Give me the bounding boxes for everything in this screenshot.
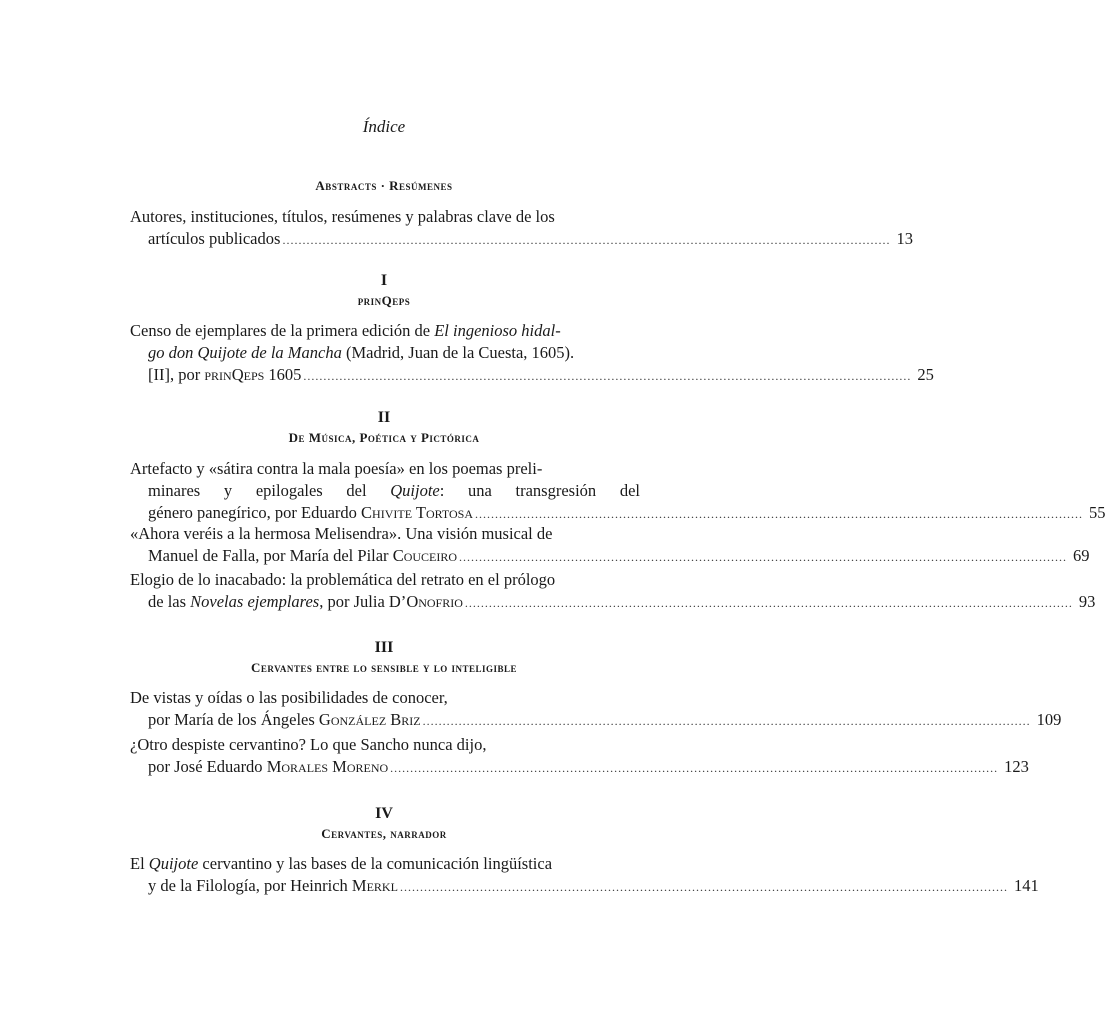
page-number: 69 — [1073, 546, 1090, 565]
section-number: II — [377, 409, 391, 426]
toc-entry-merkl[interactable] — [130, 853, 1039, 897]
toc-entry-artefacto[interactable] — [130, 458, 1106, 524]
dot-leader: ........................................................................................................................................................ — [303, 369, 912, 383]
entry-line-last — [130, 875, 1039, 897]
dot-leader: ........................................................................................................................................................ — [459, 550, 1068, 564]
entry-line-last — [130, 756, 1029, 778]
section-heading-1 — [0, 271, 768, 311]
entry-line: «Ahora veréis a la hermosa Melisendra». Una visión musical de — [130, 524, 553, 543]
toc-entry-abstracts[interactable] — [130, 206, 913, 250]
entry-line: go don Quijote de la Mancha (Madrid, Juan de la Cuesta, 1605). — [148, 343, 575, 362]
entry-text: [II], por prinQeps 1605 — [148, 365, 302, 384]
entry-line-last — [130, 709, 1062, 731]
entry-line: Censo de ejemplares de la primera edición de El ingenioso hidal- — [130, 321, 561, 340]
section-number: IV — [375, 805, 393, 822]
entry-line: Elogio de lo inacabado: la problemática del retrato en el prólogo — [130, 570, 556, 589]
section-heading-3 — [0, 638, 768, 678]
entry-text: Manuel de Falla, por María del Pilar Couceiro — [148, 546, 458, 565]
entry-line: Autores, instituciones, títulos, resúmenes y palabras clave de los — [130, 207, 555, 226]
entry-line-last — [130, 364, 934, 386]
page-number: 55 — [1089, 503, 1106, 522]
entry-line: minares y epilogales del Quijote: una transgresión del — [148, 481, 640, 500]
dot-leader: ........................................................................................................................................................ — [282, 233, 891, 247]
dot-leader: ........................................................................................................................................................ — [399, 880, 1008, 894]
entry-line-last — [130, 591, 1096, 613]
section-name: Cervantes entre lo sensible y lo inteligible — [251, 660, 517, 675]
toc-entry-censo[interactable] — [130, 320, 934, 386]
section-name: Cervantes, narrador — [321, 826, 447, 841]
page-number: 25 — [917, 365, 934, 384]
page-number: 141 — [1013, 876, 1039, 895]
entry-text: y de la Filología, por Heinrich Merkl — [148, 876, 398, 895]
entry-line-last — [130, 545, 1090, 567]
entry-line-last — [130, 228, 913, 250]
section-heading-abstracts — [0, 176, 768, 196]
section-number: I — [380, 272, 388, 289]
dot-leader: ........................................................................................................................................................ — [390, 761, 999, 775]
entry-line: Artefacto y «sátira contra la mala poesía» en los poemas preli- — [130, 459, 543, 478]
page-title: Índice — [362, 117, 406, 136]
section-number: III — [374, 639, 394, 656]
section-name: De Música, Poética y Pictórica — [288, 430, 480, 445]
page-number: 13 — [896, 229, 913, 248]
entry-text: de las Novelas ejemplares, por Julia D’Onofrio — [148, 592, 463, 611]
dot-leader: ........................................................................................................................................................ — [464, 596, 1073, 610]
page-number: 109 — [1036, 710, 1062, 729]
page-number: 93 — [1078, 592, 1096, 611]
entry-text: por María de los Ángeles González Briz — [148, 710, 421, 729]
entry-text: por José Eduardo Morales Moreno — [148, 757, 389, 776]
dot-leader: ........................................................................................................................................................ — [422, 714, 1031, 728]
dot-leader: ........................................................................................................................................................ — [475, 507, 1084, 521]
toc-entry-elogio[interactable] — [130, 569, 1096, 613]
toc-entry-melisendra[interactable] — [130, 523, 1090, 567]
toc-entry-despiste[interactable] — [130, 734, 1029, 778]
page-number: 123 — [1004, 757, 1029, 776]
entry-line: ¿Otro despiste cervantino? Lo que Sancho nunca dijo, — [130, 735, 487, 754]
toc-entry-vistas[interactable] — [130, 687, 1062, 731]
entry-line-last — [130, 502, 1106, 524]
entry-text: género panegírico, por Eduardo Chivite Tortosa — [148, 503, 474, 522]
section-heading-4 — [0, 804, 768, 844]
entry-line: De vistas y oídas o las posibilidades de conocer, — [130, 688, 448, 707]
entry-text: artículos publicados — [148, 229, 281, 248]
section-heading-2 — [0, 408, 768, 448]
entry-line: El Quijote cervantino y las bases de la comunicación lingüística — [130, 854, 553, 873]
section-name: Abstracts · Resúmenes — [315, 178, 453, 193]
section-name: prinQeps — [357, 293, 411, 308]
